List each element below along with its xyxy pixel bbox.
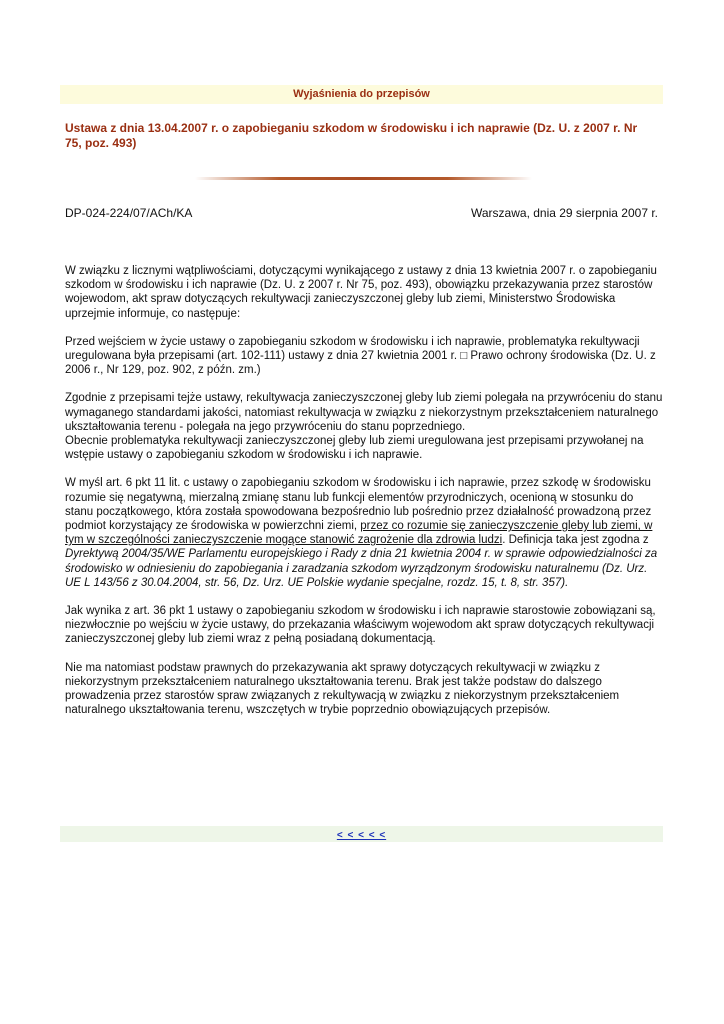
navigation-bar xyxy=(60,826,663,842)
paragraph-4 xyxy=(65,476,663,590)
section-title: Wyjaśnienia do przepisów xyxy=(293,88,430,100)
paragraph-5: Jak wynika z art. 36 pkt 1 ustawy o zapobieganiu szkodom w środowisku i ich naprawie starostowie zobowiązani są, niezwłocznie po wejściu w życie ustawy, do przekazania właściwym wojewodom akt spraw dotyczących rekultywacji zanieczyszczonej gleby lub ziemi wraz z pełną posiadaną dokumentacją. xyxy=(65,605,656,646)
document-body xyxy=(65,264,663,731)
paragraph-4-underlined: przez co rozumie się zanieczyszczenie gleby lub ziemi, w tym w szczególności zanieczyszczenie mogące stanowić zagrożenie dla zdrowia ludzi xyxy=(65,520,653,547)
paragraph-6: Nie ma natomiast podstaw prawnych do przekazywania akt sprawy dotyczących rekultywacji w związku z niekorzystnym przekształceniem naturalnego ukształtowania terenu. Brak jest także podstaw do dalszego prowadzenia przez starostów spraw związanych z rekultywacją w związku z niekorzystnym przekształceniem naturalnego ukształtowania terenu, wszczętych w trybie poprzednio obowiązujących przepisów. xyxy=(65,661,620,717)
document-meta xyxy=(65,206,658,221)
paragraph-2: Przed wejściem w życie ustawy o zapobieganiu szkodom w środowisku i ich naprawie, problematyka rekultywacji uregulowana była przepisami (art. 102-111) ustawy z dnia 27 kwietnia 2001 r. □ Prawo ochrony środowiska (Dz. U. z 2006 r., Nr 129, poz. 902, z późn. zm.) xyxy=(65,335,656,377)
law-title: Ustawa z dnia 13.04.2007 r. o zapobieganiu szkodom w środowisku i ich naprawie (Dz. U. z 2007 r. Nr 75, poz. 493) xyxy=(65,121,638,150)
place-date: Warszawa, dnia 29 sierpnia 2007 r. xyxy=(471,206,658,220)
decorative-divider xyxy=(195,177,532,180)
back-link[interactable]: < < < < < xyxy=(336,830,387,841)
paragraph-4-directive: Dyrektywą 2004/35/WE Parlamentu europejskiego i Rady z dnia 21 kwietnia 2004 r. w sprawie odpowiedzialności za środowisko w odniesieniu do zapobiegania i zaradzania szkodom wyrządzonym środowisku naturalnemu (Dz. Urz. UE L 143/56 z 30.04.2004, str. 56, Dz. Urz. UE Polskie wydanie specjalne, rozdz. 15, t. 8, str. 357). xyxy=(65,548,658,589)
section-title-bar xyxy=(60,85,663,104)
paragraph-4-text-cont: . Definicja taka jest zgodna z xyxy=(502,534,649,547)
document-reference: DP-024-224/07/ACh/KA xyxy=(65,206,193,220)
paragraph-3b: Obecnie problematyka rekultywacji zanieczyszczonej gleby lub ziemi uregulowana jest przepisami przywołanej na wstępie ustawy o zapobieganiu szkodom w środowisku i ich naprawie. xyxy=(65,435,644,462)
paragraph-3a: Zgodnie z przepisami tejże ustawy, rekultywacja zanieczyszczonej gleby lub ziemi polegała na przywróceniu do stanu wymaganego standardami jakości, natomiast rekultywacja w związku z niekorzystnym przekształceniem naturalnego ukształtowania terenu - polegała na jego przywróceniu do stanu poprzedniego. xyxy=(65,392,663,433)
paragraph-4-text: W myśl art. 6 pkt 11 lit. c ustawy o zapobieganiu szkodom w środowisku i ich naprawie, przez szkodę w środowisku rozumie się negatywną, mierzalną zmianę stanu lub funkcji elementów przyrodniczych, ocenioną w stosunku do stanu początkowego, która została spowodowana bezpośrednio lub pośrednio przez działalność prowadzoną przez podmiot korzystający ze środowiska w powierzchni ziemi, xyxy=(65,477,652,533)
paragraph-1: W związku z licznymi wątpliwościami, dotyczącymi wynikającego z ustawy z dnia 13 kwietnia 2007 r. o zapobieganiu szkodom w środowisku i ich naprawie (Dz. U. z 2007 r. Nr 75, poz. 493), obowiązku przekazywania przez starostów wojewodom, akt spraw dotyczących rekultywacji zanieczyszczonej gleby lub ziemi, Ministerstwo Środowiska uprzejmie informuje, co następuje: xyxy=(65,265,657,320)
